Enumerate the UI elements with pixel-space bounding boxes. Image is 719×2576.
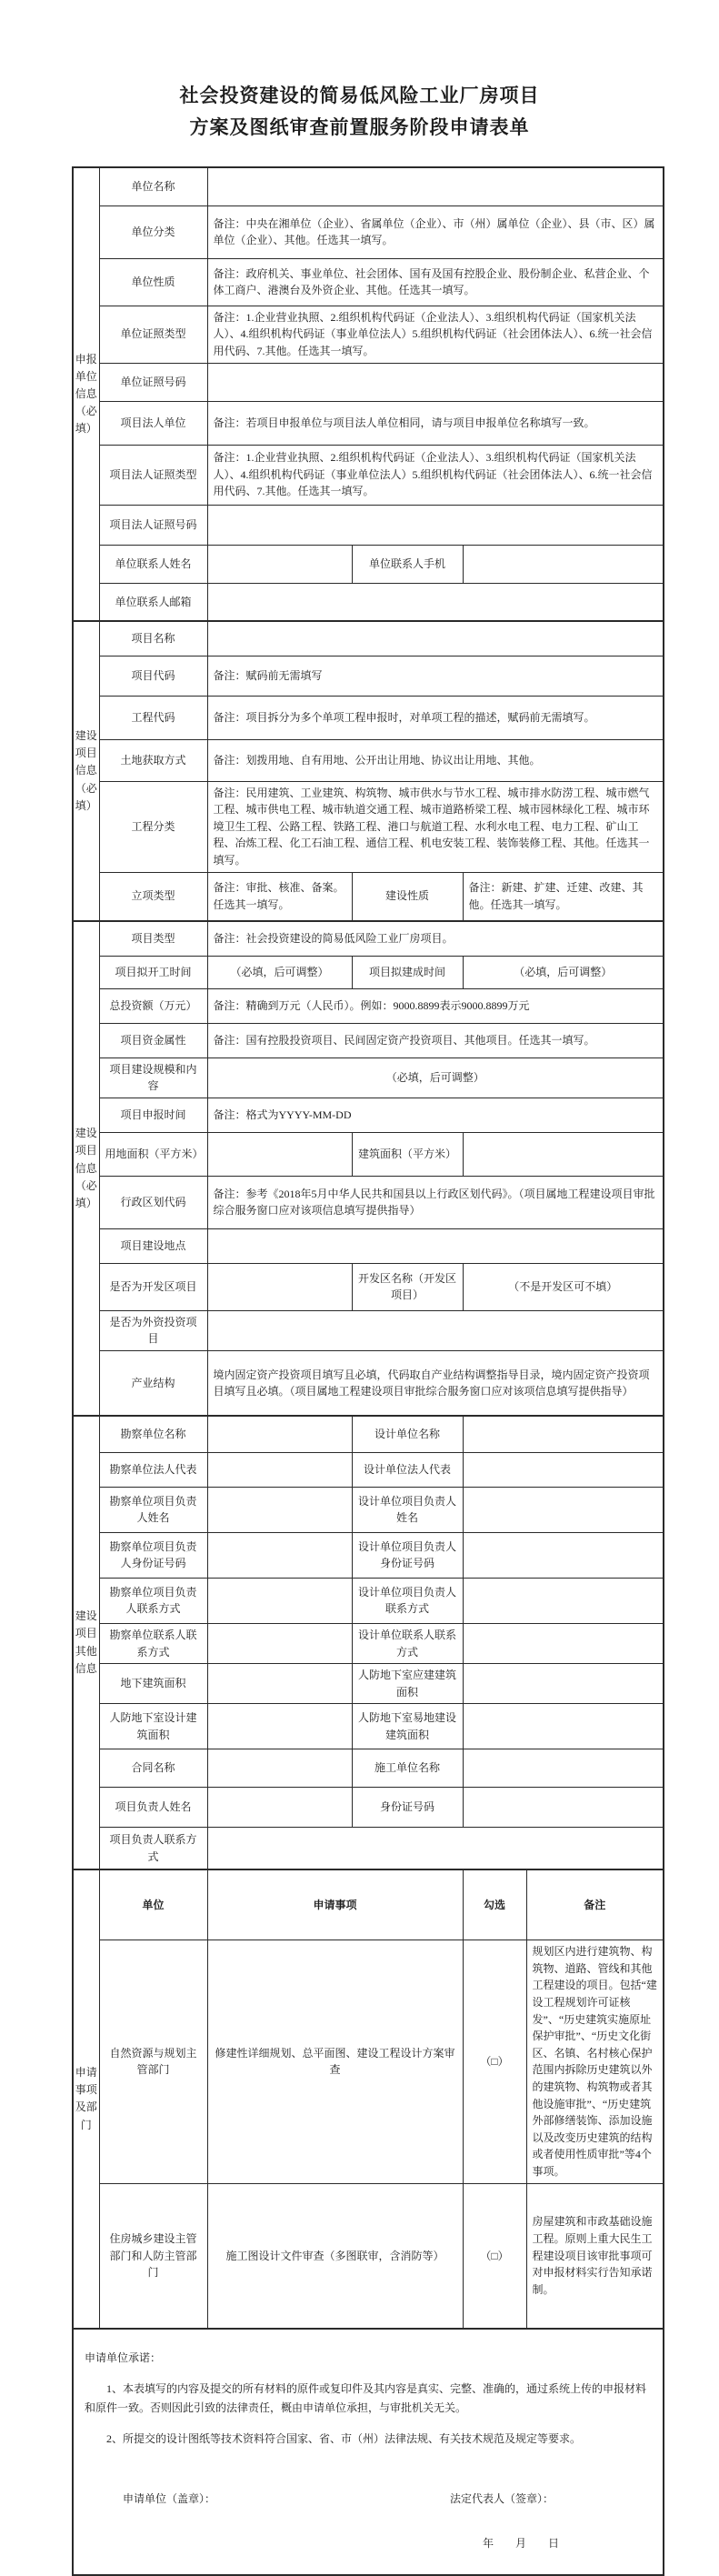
field-label: 设计单位项目负责人身份证号码 (352, 1532, 463, 1578)
field-value (207, 545, 352, 583)
field-label: 单位证照类型 (99, 306, 207, 363)
field-label: 人防地下室易地建设建筑面积 (352, 1704, 463, 1749)
apply-item: 修建性详细规划、总平面图、建设工程设计方案审查 (207, 1940, 463, 2183)
field-remark: 备注：1.企业营业执照、2.组织机构代码证（企业法人）、3.组织机构代码证（国家机关法人）、4.组织机构代码证（事业单位法人）5.组织机构代码证（社会团体法人）、6.统一社会信用代码、7.其他。任选其一填写。 (207, 306, 664, 363)
promise-item-2: 2、所提交的设计图纸等技术资料符合国家、省、市（州）法律法规、有关技术规范及规定等要求。 (106, 2431, 582, 2445)
field-value (207, 167, 664, 205)
field-label: 设计单位法人代表 (352, 1452, 463, 1487)
field-label: 项目代码 (99, 656, 207, 696)
section-group-applicant-unit: 申报单位信息（必填） (73, 167, 99, 621)
field-remark: 备注：项目拆分为多个单项工程申报时，对单项工程的描述，赋码前无需填写。 (207, 696, 664, 739)
field-label: 开发区名称（开发区项目） (352, 1263, 463, 1310)
field-label: 单位分类 (99, 205, 207, 258)
field-value (207, 1704, 352, 1749)
field-label: 人防地下室应建建筑面积 (352, 1664, 463, 1704)
apply-unit: 自然资源与规划主管部门 (99, 1940, 207, 2183)
promise-block (73, 2329, 664, 2575)
application-form-table (72, 166, 664, 2575)
page-title-line2: 方案及图纸审查前置服务阶段申请表单 (189, 115, 530, 138)
field-label: 建筑面积（平方米） (352, 1132, 463, 1176)
field-value (207, 1263, 352, 1310)
column-header-item: 申请事项 (207, 1869, 463, 1940)
field-label: 项目拟开工时间 (99, 956, 207, 988)
field-label: 单位性质 (99, 258, 207, 306)
field-label: 单位联系人手机 (352, 545, 463, 583)
field-value (207, 621, 664, 656)
column-header-note: 备注 (526, 1869, 664, 1940)
field-value (207, 583, 664, 621)
field-remark: 备注：1.企业营业执照、2.组织机构代码证（企业法人）、3.组织机构代码证（国家机关法人）、4.组织机构代码证（事业单位法人）5.组织机构代码证（社会团体法人）、6.统一社会信用代码、7.其他。任选其一填写。 (207, 445, 664, 505)
field-remark: 备注：国有控股投资项目、民间固定资产投资项目、其他项目。任选其一填写。 (207, 1023, 664, 1057)
field-value (207, 1310, 664, 1350)
field-label: 勘察单位项目负责人姓名 (99, 1487, 207, 1532)
field-value (207, 1532, 352, 1578)
field-remark: 备注：参考《2018年5月中华人民共和国县以上行政区划代码》。（项目属地工程建设项目审批综合服务窗口应对该项信息填写提供指导） (207, 1176, 664, 1228)
section-group-project-info-1: 建设项目信息（必填） (73, 621, 99, 921)
field-label: 设计单位项目负责人联系方式 (352, 1578, 463, 1623)
field-remark: 境内固定资产投资项目填写且必填，代码取自产业结构调整指导目录，境内固定资产投资项目填写且必填。（项目属地工程建设项目审批综合服务窗口应对该项信息填写提供指导） (207, 1350, 664, 1416)
checkbox-mark: （□） (463, 2183, 526, 2329)
field-value (463, 1532, 664, 1578)
field-label: 建设性质 (352, 872, 463, 921)
field-label: 产业结构 (99, 1350, 207, 1416)
section-group-project-info-2: 建设项目信息（必填） (73, 921, 99, 1416)
field-label: 立项类型 (99, 872, 207, 921)
field-value (463, 1416, 664, 1452)
field-value (207, 1228, 664, 1263)
field-label: 单位联系人姓名 (99, 545, 207, 583)
field-label: 人防地下室设计建筑面积 (99, 1704, 207, 1749)
field-label: 项目拟建成时间 (352, 956, 463, 988)
field-label: 项目负责人姓名 (99, 1788, 207, 1828)
field-label: 设计单位名称 (352, 1416, 463, 1452)
field-label: 设计单位项目负责人姓名 (352, 1487, 463, 1532)
section-group-project-other-info: 建设项目其他信息 (73, 1416, 99, 1869)
apply-note: 规划区内进行建筑物、构筑物、道路、管线和其他工程建设的项目。包括“建设工程规划许可证核发”、“历史建筑实施原址保护审批”、“历史文化街区、名镇、名村核心保护范围内拆除历史建筑以外的建筑物、构筑物或者其他设施审批”、“历史建筑外部修缮装饰、添加设施以及改变历史建筑的结构或者使用性质审批”等4个事项。 (526, 1940, 664, 2183)
field-value: （必填，后可调整） (207, 1057, 664, 1098)
page-title-line1: 社会投资建设的简易低风险工业厂房项目 (179, 85, 540, 106)
field-remark: 备注：精确到万元（人民币）。例如：9000.8899表示9000.8899万元 (207, 988, 664, 1023)
column-header-unit: 单位 (99, 1869, 207, 1940)
field-label: 勘察单位法人代表 (99, 1452, 207, 1487)
field-value (463, 1487, 664, 1532)
field-value (207, 1452, 352, 1487)
field-label: 勘察单位项目负责人身份证号码 (99, 1532, 207, 1578)
field-remark: 备注：中央在湘单位（企业）、省属单位（企业）、市（州）属单位（企业）、县（市、区）属单位（企业）、其他。任选其一填写。 (207, 205, 664, 258)
field-label: 项目名称 (99, 621, 207, 656)
field-value (463, 1452, 664, 1487)
field-label: 项目申报时间 (99, 1098, 207, 1132)
field-remark: 备注：审批、核准、备案。任选其一填写。 (207, 872, 352, 921)
field-label: 行政区划代码 (99, 1176, 207, 1228)
field-value (463, 1664, 664, 1704)
field-remark: 备注：社会投资建设的简易低风险工业厂房项目。 (207, 921, 664, 956)
legal-representative-sign-label: 法定代表人（签章）： (450, 2492, 554, 2506)
field-label: 项目负责人联系方式 (99, 1828, 207, 1869)
field-label: 是否为开发区项目 (99, 1263, 207, 1310)
field-value (463, 1704, 664, 1749)
field-remark: 备注：划拨用地、自有用地、公开出让用地、协议出让用地、其他。 (207, 739, 664, 781)
field-label: 施工单位名称 (352, 1749, 463, 1788)
field-value (463, 1578, 664, 1623)
field-value (207, 505, 664, 545)
field-label: 勘察单位名称 (99, 1416, 207, 1452)
field-remark: 备注：格式为YYYY-MM-DD (207, 1098, 664, 1132)
field-remark: 备注：若项目申报单位与项目法人单位相同，请与项目申报单位名称填写一致。 (207, 401, 664, 445)
promise-item-1: 1、本表填写的内容及提交的所有材料的原件或复印件及其内容是真实、完整、准确的，通过系统上传的申报材料和原件一致。否则因此引致的法律责任，概由申请单位承担，与审批机关无关。 (85, 2381, 647, 2415)
column-header-check: 勾选 (463, 1869, 526, 1940)
field-label: 总投资额（万元） (99, 988, 207, 1023)
field-remark: 备注：赋码前无需填写 (207, 656, 664, 696)
page-title (0, 80, 719, 143)
field-value (207, 1788, 352, 1828)
field-label: 项目建设规模和内容 (99, 1057, 207, 1098)
field-value: （必填，后可调整） (463, 956, 664, 988)
field-label: 项目类型 (99, 921, 207, 956)
field-value (463, 1749, 664, 1788)
applicant-seal-label: 申请单位（盖章）： (123, 2492, 216, 2506)
field-label: 工程代码 (99, 696, 207, 739)
field-value (463, 545, 664, 583)
field-label: 单位联系人邮箱 (99, 583, 207, 621)
field-value (207, 1132, 352, 1176)
field-label: 工程分类 (99, 781, 207, 872)
field-label: 项目资金属性 (99, 1023, 207, 1057)
date-line: 年 月 日 (483, 2537, 565, 2551)
field-value (207, 363, 664, 401)
section-group-apply-items: 申请事项及部门 (73, 1869, 99, 2329)
field-value (207, 1623, 352, 1663)
field-remark: 备注：民用建筑、工业建筑、构筑物、城市供水与节水工程、城市排水防涝工程、城市燃气工程、城市供电工程、城市轨道交通工程、城市道路桥梁工程、城市园林绿化工程、城市环境卫生工程、公路工程、铁路工程、港口与航道工程、水利水电工程、电力工程、矿山工程、冶炼工程、化工石油工程、通信工程、机电安装工程、装饰装修工程、其他。任选其一填写。 (207, 781, 664, 872)
checkbox-mark: （□） (463, 1940, 526, 2183)
field-label: 勘察单位项目负责人联系方式 (99, 1578, 207, 1623)
field-label: 用地面积（平方米） (99, 1132, 207, 1176)
field-label: 土地获取方式 (99, 739, 207, 781)
field-label: 项目法人单位 (99, 401, 207, 445)
application-form-page (0, 80, 719, 2551)
field-label: 单位证照号码 (99, 363, 207, 401)
apply-note: 房屋建筑和市政基础设施工程。原则上重大民生工程建设项目该审批事项可对申报材料实行告知承诺制。 (526, 2183, 664, 2329)
field-label: 地下建筑面积 (99, 1664, 207, 1704)
field-value (207, 1487, 352, 1532)
promise-title: 申请单位承诺： (85, 2351, 162, 2365)
apply-item: 施工图设计文件审查（多图联审，含消防等） (207, 2183, 463, 2329)
field-value (463, 1132, 664, 1176)
field-remark: 备注：新建、扩建、迁建、改建、其他。任选其一填写。 (463, 872, 664, 921)
field-label: 是否为外资投资项目 (99, 1310, 207, 1350)
field-value (463, 1623, 664, 1663)
field-value (207, 1416, 352, 1452)
field-value: （必填，后可调整） (207, 956, 352, 988)
field-value (207, 1828, 664, 1869)
field-label: 单位名称 (99, 167, 207, 205)
field-value (207, 1664, 352, 1704)
field-label: 项目法人证照类型 (99, 445, 207, 505)
field-value: （不是开发区可不填） (463, 1263, 664, 1310)
field-remark: 备注：政府机关、事业单位、社会团体、国有及国有控股企业、股份制企业、私营企业、个体工商户、港澳台及外资企业、其他。任选其一填写。 (207, 258, 664, 306)
field-label: 项目建设地点 (99, 1228, 207, 1263)
field-value (207, 1749, 352, 1788)
field-label: 设计单位联系人联系方式 (352, 1623, 463, 1663)
field-label: 勘察单位联系人联系方式 (99, 1623, 207, 1663)
field-label: 身份证号码 (352, 1788, 463, 1828)
field-label: 项目法人证照号码 (99, 505, 207, 545)
field-label: 合同名称 (99, 1749, 207, 1788)
field-value (463, 1788, 664, 1828)
apply-unit: 住房城乡建设主管部门和人防主管部门 (99, 2183, 207, 2329)
field-value (207, 1578, 352, 1623)
